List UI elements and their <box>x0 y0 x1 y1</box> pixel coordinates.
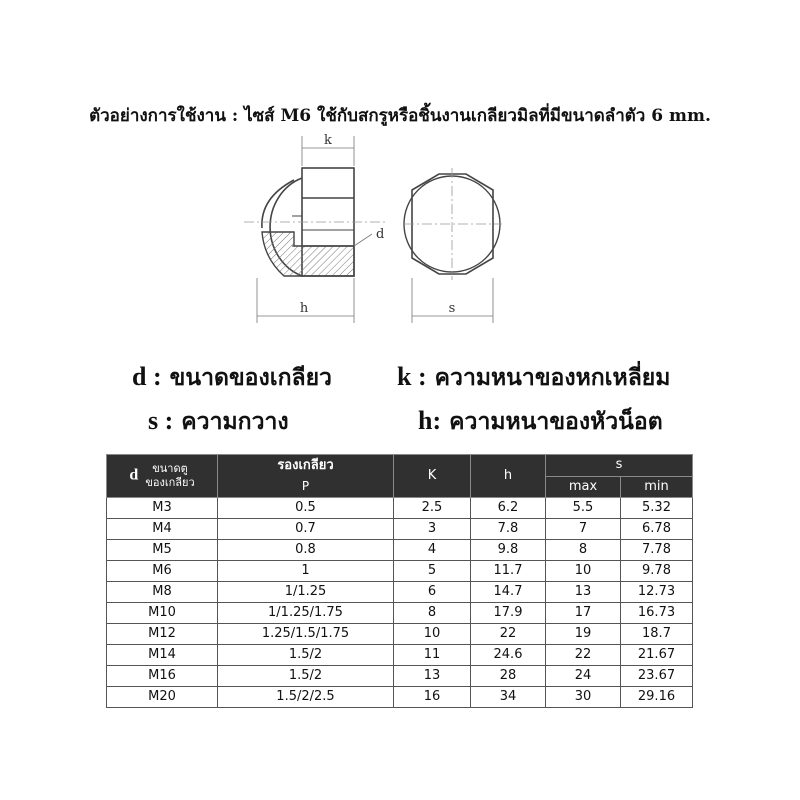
cell-k: 10 <box>394 624 471 645</box>
cell-h: 34 <box>471 687 546 708</box>
cell-smin: 18.7 <box>621 624 693 645</box>
header-pitch-line1: รองเกลียว <box>277 458 334 473</box>
cell-p: 0.7 <box>218 519 394 540</box>
legend-s-symbol: s : <box>148 406 174 435</box>
cell-p: 1.5/2 <box>218 645 394 666</box>
legend-k-text: ความหนาของหกเหลี่ยม <box>434 364 671 391</box>
legend-d <box>132 360 332 396</box>
dim-h-label: h <box>299 301 309 316</box>
cell-d: M3 <box>107 498 218 519</box>
header-k: K <box>394 455 471 498</box>
header-pitch <box>218 455 394 498</box>
cell-d: M14 <box>107 645 218 666</box>
cell-k: 4 <box>394 540 471 561</box>
cell-k: 2.5 <box>394 498 471 519</box>
legend-k <box>397 360 670 396</box>
cell-p: 1/1.25/1.75 <box>218 603 394 624</box>
cell-k: 5 <box>394 561 471 582</box>
cell-smax: 8 <box>546 540 621 561</box>
cell-smax: 22 <box>546 645 621 666</box>
cell-smin: 6.78 <box>621 519 693 540</box>
table-row <box>107 687 693 708</box>
table-body <box>107 498 693 708</box>
table-row <box>107 498 693 519</box>
cell-d: M20 <box>107 687 218 708</box>
cell-h: 17.9 <box>471 603 546 624</box>
header-size-line1: ขนาดตู <box>152 462 188 475</box>
cell-p: 0.5 <box>218 498 394 519</box>
cell-k: 6 <box>394 582 471 603</box>
header-size-line2: ของเกลียว <box>145 476 195 489</box>
legend-h-symbol: h: <box>418 406 442 435</box>
cell-d: M6 <box>107 561 218 582</box>
cell-smin: 7.78 <box>621 540 693 561</box>
cell-smin: 21.67 <box>621 645 693 666</box>
cell-smin: 16.73 <box>621 603 693 624</box>
cell-d: M8 <box>107 582 218 603</box>
table-row <box>107 582 693 603</box>
cell-h: 7.8 <box>471 519 546 540</box>
table-row <box>107 561 693 582</box>
cell-p: 0.8 <box>218 540 394 561</box>
cell-k: 13 <box>394 666 471 687</box>
cell-k: 16 <box>394 687 471 708</box>
cell-p: 1.5/2/2.5 <box>218 687 394 708</box>
header-s: s <box>546 455 693 477</box>
cell-smin: 5.32 <box>621 498 693 519</box>
cell-h: 9.8 <box>471 540 546 561</box>
cell-d: M5 <box>107 540 218 561</box>
cell-smin: 29.16 <box>621 687 693 708</box>
header-h: h <box>471 455 546 498</box>
cell-d: M12 <box>107 624 218 645</box>
cell-h: 22 <box>471 624 546 645</box>
cell-smin: 9.78 <box>621 561 693 582</box>
legend-d-symbol: d : <box>132 362 162 391</box>
legend-d-text: ขนาดของเกลียว <box>169 364 332 391</box>
table-row <box>107 540 693 561</box>
legend-h-text: ความหนาของหัวน็อต <box>449 408 663 435</box>
table-row <box>107 603 693 624</box>
legend-s-text: ความกวาง <box>181 408 289 435</box>
legend-h <box>418 404 663 440</box>
header-pitch-line2: P <box>301 479 310 493</box>
cell-smax: 24 <box>546 666 621 687</box>
legend-s <box>148 404 289 440</box>
cell-k: 3 <box>394 519 471 540</box>
table-row <box>107 666 693 687</box>
cell-smin: 23.67 <box>621 666 693 687</box>
dimension-table <box>106 454 693 708</box>
dim-k-label: k <box>324 133 332 148</box>
section-hatch <box>262 232 354 276</box>
cell-h: 28 <box>471 666 546 687</box>
cell-h: 24.6 <box>471 645 546 666</box>
cell-p: 1/1.25 <box>218 582 394 603</box>
cell-smax: 30 <box>546 687 621 708</box>
cell-k: 11 <box>394 645 471 666</box>
cell-smax: 5.5 <box>546 498 621 519</box>
cell-p: 1.5/2 <box>218 666 394 687</box>
table-row <box>107 645 693 666</box>
cell-smax: 13 <box>546 582 621 603</box>
cell-h: 14.7 <box>471 582 546 603</box>
header-size <box>107 455 218 498</box>
cell-d: M10 <box>107 603 218 624</box>
header-s-max: max <box>546 476 621 498</box>
cell-h: 11.7 <box>471 561 546 582</box>
cell-smax: 19 <box>546 624 621 645</box>
dim-d-label: d <box>376 227 385 242</box>
cell-smax: 7 <box>546 519 621 540</box>
cell-d: M16 <box>107 666 218 687</box>
table-row <box>107 624 693 645</box>
cell-k: 8 <box>394 603 471 624</box>
cap-nut-drawing <box>232 128 532 328</box>
usage-caption: ตัวอย่างการใช้งาน : ไซส์ M6 ใช้กับสกรูหรือชิ้นงานเกลียวมิลที่มีขนาดลำตัว 6 mm. <box>89 106 711 126</box>
header-size-symbol: d <box>129 466 139 484</box>
cell-smax: 10 <box>546 561 621 582</box>
header-s-min: min <box>621 476 693 498</box>
dim-s-label: s <box>448 301 456 316</box>
cell-p: 1.25/1.5/1.75 <box>218 624 394 645</box>
legend-k-symbol: k : <box>397 362 427 391</box>
cell-smin: 12.73 <box>621 582 693 603</box>
cell-smax: 17 <box>546 603 621 624</box>
cell-p: 1 <box>218 561 394 582</box>
cell-d: M4 <box>107 519 218 540</box>
cell-h: 6.2 <box>471 498 546 519</box>
table-row <box>107 519 693 540</box>
